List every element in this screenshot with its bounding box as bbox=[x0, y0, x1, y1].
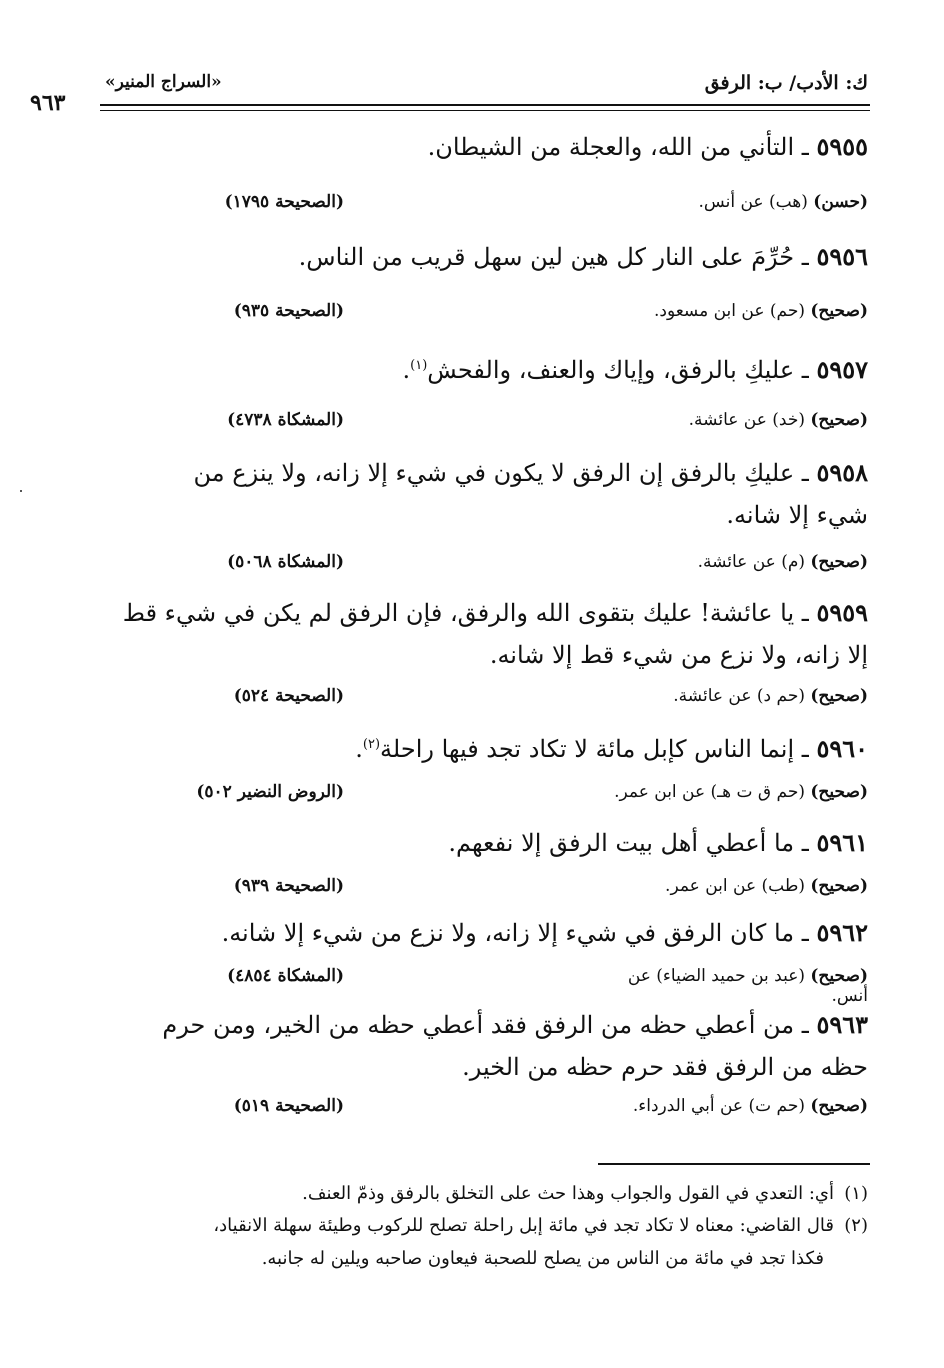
hadith-line: إلا زانه، ولا نزع من شيء قط إلا شانه. bbox=[489, 641, 868, 669]
hadith-line: ما أعطي أهل بيت الرفق إلا نفعهم. bbox=[448, 829, 795, 857]
hadith-number: ٥٩٦١ bbox=[816, 828, 868, 857]
hadith-narration: (حم ت) عن أبي الدرداء. bbox=[632, 1096, 805, 1116]
hadith-number: ٥٩٦٠ bbox=[816, 734, 868, 763]
hadith-text: ٥٩٥٩ ـ يا عائشة! عليك بتقوى الله والرفق، فإن الرفق لم يكن في شيء قط إلا زانه، ولا نزع من شيء قط إلا شانه. bbox=[122, 598, 868, 669]
hadith-reference: (الصحيحة ٥١٩) bbox=[233, 1096, 344, 1116]
hadith-grade: (حسن) bbox=[813, 192, 868, 212]
hadith-line: إنما الناس كإبل مائة لا تكاد تجد فيها راحلة bbox=[380, 735, 795, 763]
footnote-marker[interactable]: (٢) bbox=[362, 737, 381, 752]
hadith-grade: (صحيح) bbox=[810, 1096, 868, 1116]
hadith-narration: (حم ق ت هـ) عن ابن عمر. bbox=[614, 782, 805, 802]
hadith-narration: (خد) عن عائشة. bbox=[688, 410, 805, 430]
hadith-text: ٥٩٦٠ ـ إنما الناس كإبل مائة لا تكاد تجد فيها راحلة$^{(٢)}$. bbox=[355, 734, 868, 763]
hadith-narration: (عبد بن حميد الضياء) عن أنس. bbox=[627, 966, 868, 1006]
hadith-source bbox=[588, 966, 868, 1006]
hadith-narration: (حم د) عن عائشة. bbox=[673, 686, 805, 706]
hadith-reference: (الروض النضير ٥٠٢) bbox=[196, 782, 344, 802]
hadith-number: ٥٩٥٨ bbox=[816, 458, 868, 487]
hadith-reference: (الصحيحة ٥٢٤) bbox=[233, 686, 344, 706]
hadith-line: حظه من الرفق فقد حرم حظه من الخير. bbox=[462, 1053, 868, 1081]
hadith-line: من أعطي حظه من الرفق فقد أعطي حظه من الخير، ومن حرم bbox=[162, 1011, 795, 1039]
footnote-2-continued: فكذا تجد في مائة من الناس من يصلح للصحبة فيعاون صاحبه ويلين له جانبه. bbox=[261, 1248, 824, 1269]
hadith-line: التأني من الله، والعجلة من الشيطان. bbox=[427, 133, 795, 161]
hadith-grade: (صحيح) bbox=[810, 966, 868, 986]
hadith-grade: (صحيح) bbox=[810, 552, 868, 572]
hadith-source bbox=[588, 301, 868, 321]
hadith-grade: (صحيح) bbox=[810, 876, 868, 896]
hadith-number: ٥٩٥٦ bbox=[816, 242, 868, 271]
hadith-reference: (الصحيحة ٩٣٩) bbox=[233, 876, 344, 896]
hadith-grade: (صحيح) bbox=[810, 301, 868, 321]
hadith-number: ٥٩٦٢ bbox=[816, 918, 868, 947]
hadith-number: ٥٩٥٩ bbox=[816, 598, 868, 627]
hadith-trailing: . bbox=[402, 356, 411, 384]
hadith-grade: (صحيح) bbox=[810, 410, 868, 430]
footnote-text: قال القاضي: معناه لا تكاد تجد في مائة إبل راحلة تصلح للركوب وطيئة سهلة الانقياد، bbox=[213, 1215, 834, 1236]
hadith-line: عليكِ بالرفق إن الرفق لا يكون في شيء إلا زانه، ولا ينزع من bbox=[193, 459, 795, 487]
hadith-source bbox=[588, 686, 868, 706]
footnote-1 bbox=[68, 1180, 868, 1207]
hadith-source bbox=[588, 782, 868, 802]
hadith-reference: (المشكاة ٥٠٦٨) bbox=[227, 552, 344, 572]
footnote-label: (٢) bbox=[844, 1215, 868, 1236]
hadith-number: ٥٩٦٣ bbox=[816, 1010, 868, 1039]
hadith-source bbox=[588, 192, 868, 212]
footnote-marker[interactable]: (١) bbox=[410, 358, 428, 373]
footnote-2 bbox=[68, 1212, 868, 1239]
margin-dot bbox=[20, 490, 22, 492]
hadith-reference: (الصحيحة ٩٣٥) bbox=[233, 301, 344, 321]
hadith-reference: (المشكاة ٤٨٥٤) bbox=[227, 966, 344, 986]
hadith-line: عليكِ بالرفق، وإياك والعنف، والفحش bbox=[427, 356, 795, 384]
footnote-rule bbox=[598, 1163, 870, 1165]
hadith-source bbox=[588, 410, 868, 430]
hadith-line: حُرِّمَ على النار كل هين لين سهل قريب من الناس. bbox=[298, 243, 795, 271]
hadith-text: ٥٩٥٦ ـ حُرِّمَ على النار كل هين لين سهل قريب من الناس. bbox=[298, 242, 868, 271]
hadith-grade: (صحيح) bbox=[810, 782, 868, 802]
hadith-reference: (الصحيحة ١٧٩٥) bbox=[224, 192, 344, 212]
hadith-source bbox=[588, 876, 868, 896]
hadith-line: شيء إلا شانه. bbox=[726, 501, 868, 529]
hadith-line: يا عائشة! عليك بتقوى الله والرفق، فإن الرفق لم يكن في شيء قط bbox=[122, 599, 795, 627]
chapter-heading: ك: الأدب/ ب: الرفق bbox=[704, 72, 868, 94]
hadith-source bbox=[588, 1096, 868, 1116]
hadith-number: ٥٩٥٧ bbox=[816, 355, 868, 384]
hadith-number: ٥٩٥٥ bbox=[816, 132, 868, 161]
hadith-reference: (المشكاة ٤٧٣٨) bbox=[227, 410, 344, 430]
hadith-source bbox=[588, 552, 868, 572]
hadith-text: ٥٩٦٣ ـ من أعطي حظه من الرفق فقد أعطي حظه من الخير، ومن حرم حظه من الرفق فقد حرم حظه من الخير. bbox=[162, 1010, 868, 1081]
hadith-narration: (حم) عن ابن مسعود. bbox=[653, 301, 805, 321]
header-rule bbox=[100, 104, 870, 106]
footnote-text: أي: التعدي في القول والجواب وهذا حث على التخلق بالرفق وذمّ العنف. bbox=[302, 1183, 834, 1204]
footnote-label: (١) bbox=[844, 1183, 868, 1204]
hadith-text: ٥٩٥٧ ـ عليكِ بالرفق، وإياك والعنف، والفحش$^{(١)}$. bbox=[402, 355, 868, 384]
hadith-text: ٥٩٥٥ ـ التأني من الله، والعجلة من الشيطان. bbox=[427, 132, 868, 161]
hadith-grade: (صحيح) bbox=[810, 686, 868, 706]
header-rule-thin bbox=[100, 110, 870, 111]
hadith-narration: (طب) عن ابن عمر. bbox=[665, 876, 805, 896]
page-number: ٩٦٣ bbox=[30, 90, 66, 116]
hadith-trailing: . bbox=[355, 735, 363, 763]
hadith-text: ٥٩٦٢ ـ ما كان الرفق في شيء إلا زانه، ولا نزع من شيء إلا شانه. bbox=[221, 918, 868, 947]
book-title: «السراج المنير» bbox=[105, 72, 222, 92]
hadith-narration: (م) عن عائشة. bbox=[697, 552, 805, 572]
hadith-text: ٥٩٥٨ ـ عليكِ بالرفق إن الرفق لا يكون في شيء إلا زانه، ولا ينزع من شيء إلا شانه. bbox=[193, 458, 868, 529]
hadith-narration: (هب) عن أنس. bbox=[698, 192, 808, 212]
hadith-text: ٥٩٦١ ـ ما أعطي أهل بيت الرفق إلا نفعهم. bbox=[448, 828, 868, 857]
hadith-line: ما كان الرفق في شيء إلا زانه، ولا نزع من شيء إلا شانه. bbox=[221, 919, 795, 947]
